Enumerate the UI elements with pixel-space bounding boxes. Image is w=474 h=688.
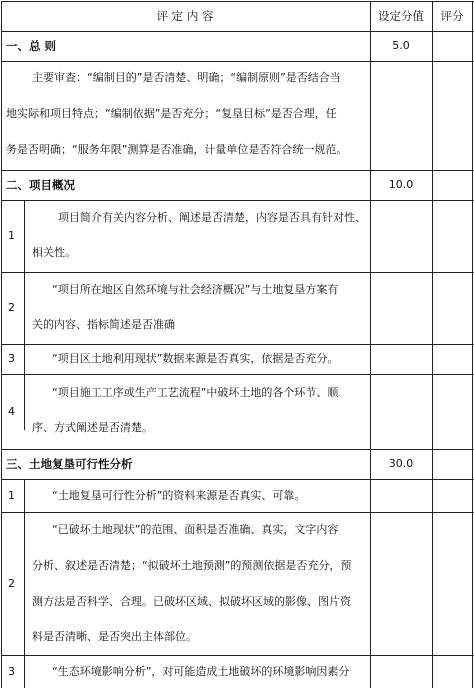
row-divider — [1, 512, 474, 513]
section-title: 一、总 则 — [6, 39, 57, 53]
header-content-label: 评 定 内 容 — [156, 9, 214, 23]
row-divider — [1, 449, 474, 450]
item-number: 2 — [8, 301, 15, 314]
section-title: 二、项目概况 — [6, 178, 75, 192]
row-divider — [1, 200, 474, 201]
item-line: 项目简介有关内容分析、阐述是否清楚，内容是否具有针对性、 — [58, 211, 366, 224]
table-border-top — [1, 1, 474, 2]
number-column-divider — [24, 200, 25, 430]
item-line: “项目所在地区自然环境与社会经济概况”与土地复垦方案有 — [52, 283, 339, 296]
section-intro-line: 地实际和项目特点；“编制依据”是否充分；“复垦目标”是否合理，任 — [6, 107, 337, 120]
item-number: 4 — [8, 405, 15, 418]
row-divider — [1, 344, 474, 345]
section-title: 三、土地复垦可行性分析 — [6, 457, 133, 471]
header-rating-label: 评分 — [440, 9, 464, 23]
row-divider — [1, 272, 474, 273]
item-line: “生态环境影响分析”，对可能造成土地破坏的环境影响因素分 — [52, 665, 350, 678]
row-divider — [1, 170, 474, 171]
item-number: 2 — [8, 577, 15, 590]
header-score-label: 设定分值 — [378, 9, 424, 23]
row-divider — [1, 374, 474, 375]
section-intro-line: 主要审查：“编制目的”是否清楚、明确；“编制原则”是否结合当 — [32, 71, 341, 84]
item-line: 关的内容、指标简述是否准确 — [32, 318, 175, 331]
item-line: 料是否清晰、是否突出主体部位。 — [32, 630, 197, 643]
item-number: 1 — [8, 489, 15, 502]
section-score: 10.0 — [388, 178, 414, 191]
row-divider — [1, 31, 474, 32]
row-divider — [1, 479, 474, 480]
item-line: “项目施工工序或生产工艺流程”中破坏土地的各个环节、顺 — [52, 386, 339, 399]
item-number: 3 — [8, 352, 15, 365]
section-score: 5.0 — [392, 39, 410, 52]
item-line: “已破坏土地现状”的范围、面积是否准确、真实，文字内容 — [52, 523, 339, 536]
item-number: 1 — [8, 229, 15, 242]
item-line: “土地复垦可行性分析”的资料来源是否真实、可靠。 — [52, 489, 306, 502]
item-line: 分析、叙述是否清楚；“拟破坏土地预测”的预测依据是否充分，预 — [32, 559, 352, 572]
row-divider — [1, 61, 474, 62]
number-column-divider — [24, 479, 25, 688]
item-number: 3 — [8, 665, 15, 678]
item-line: 相关性。 — [32, 246, 76, 259]
row-divider — [1, 655, 474, 656]
section-score: 30.0 — [388, 457, 414, 470]
item-line: 测方法是否科学、合理。已破坏区域、拟破坏区域的影像、图片资 — [32, 595, 351, 608]
item-line: “项目区土地利用现状”数据来源是否真实，依据是否充分。 — [52, 352, 339, 365]
item-line: 序、方式阐述是否清楚。 — [32, 421, 153, 434]
section-intro-line: 务是否明确；“服务年限”测算是否准确，计量单位是否符合统一规范。 — [6, 143, 348, 156]
